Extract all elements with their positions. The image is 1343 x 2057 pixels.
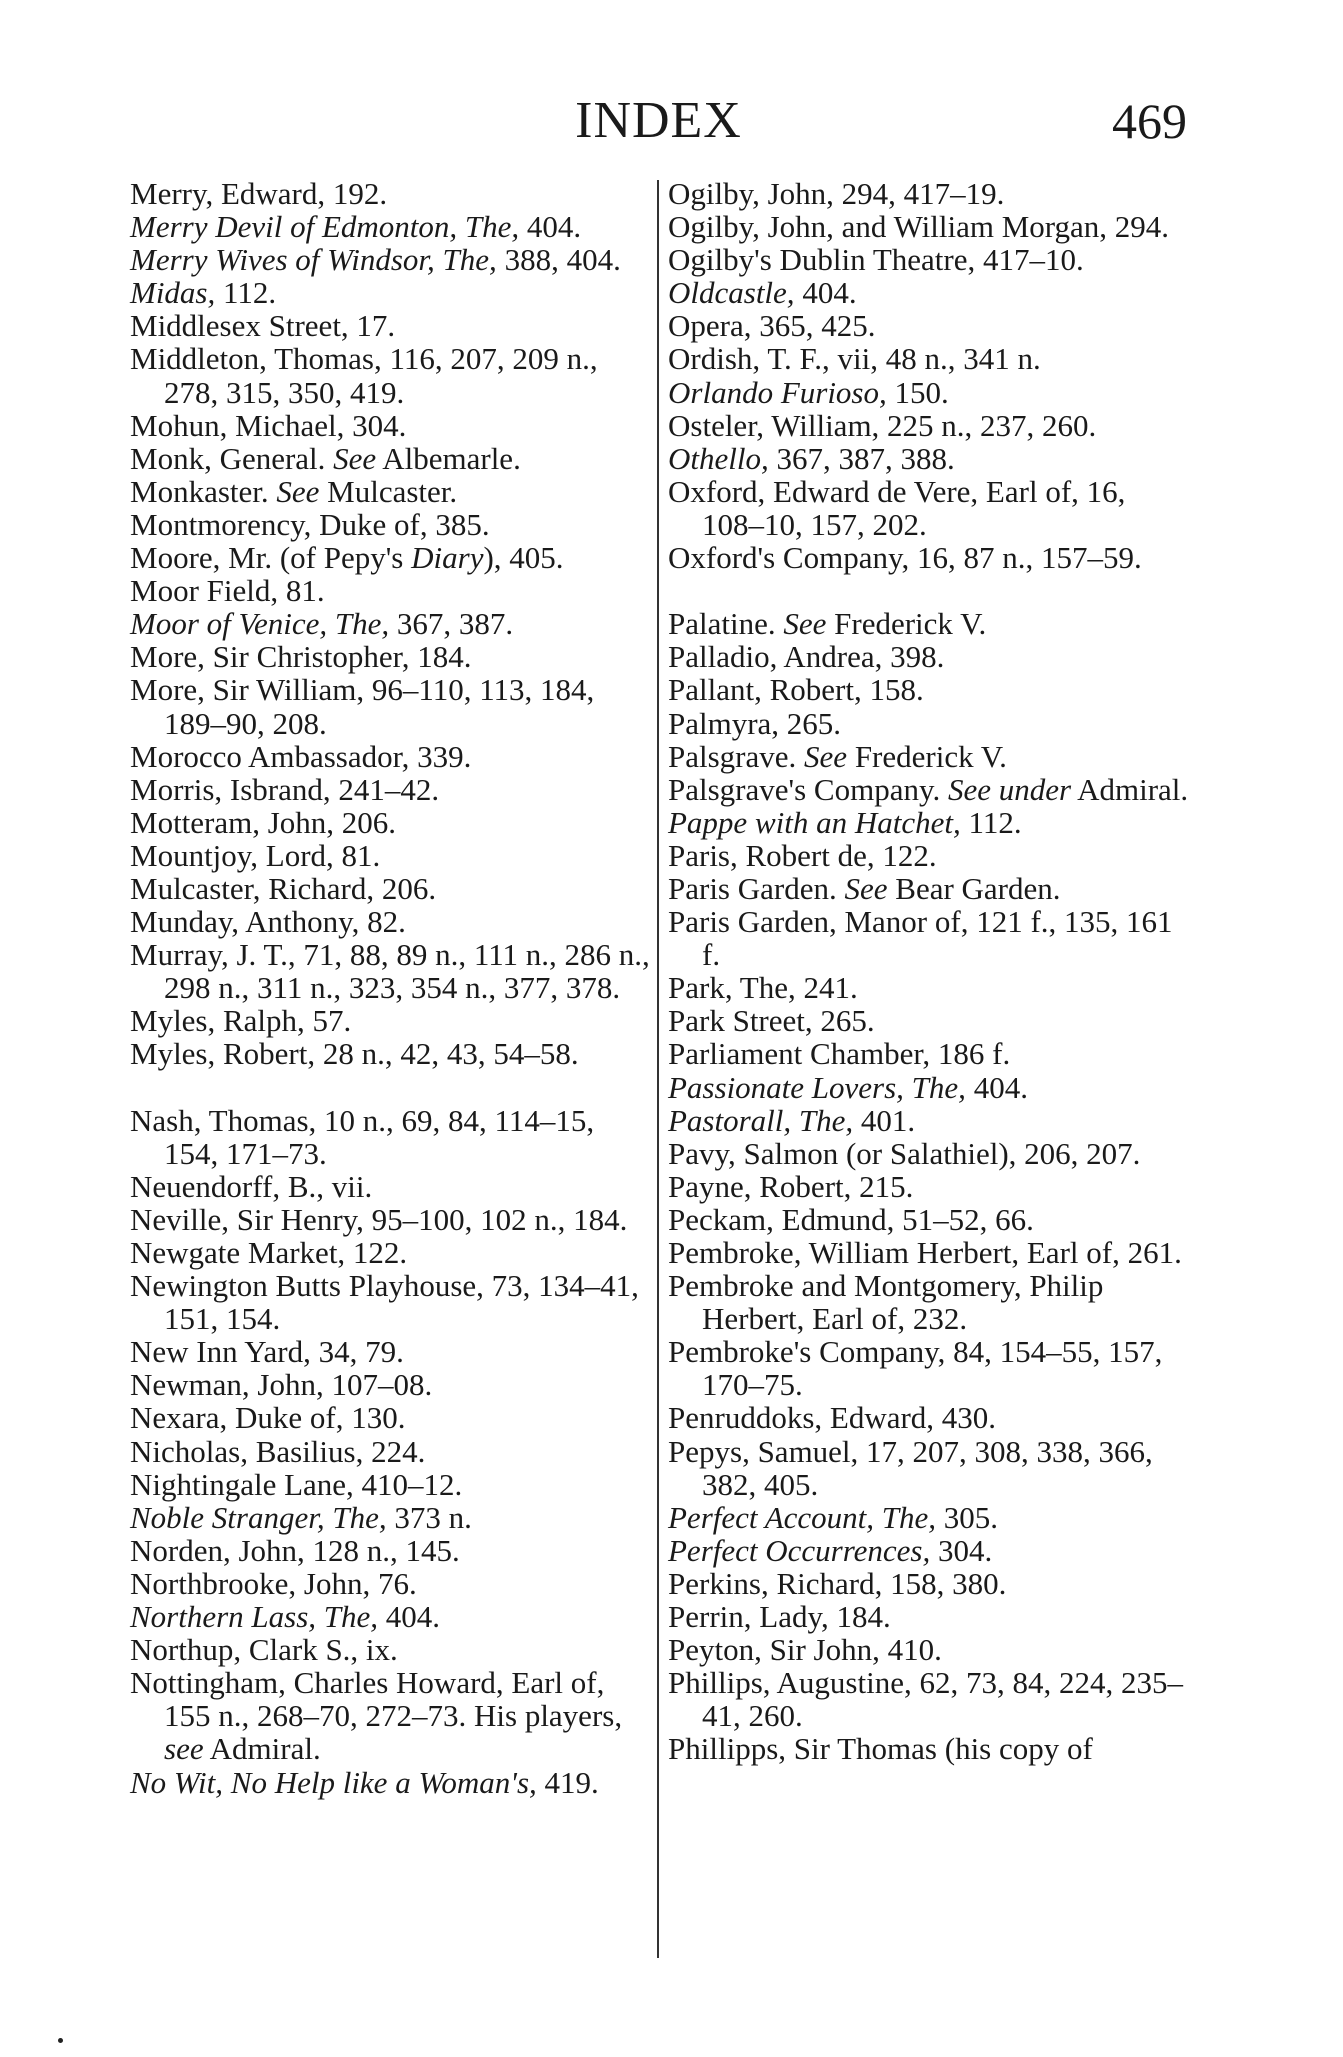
index-entry xyxy=(668,1666,1193,1732)
entry-text: Palsgrave. xyxy=(668,738,805,774)
entry-text: Nottingham, Charles Howard, Earl of, 155 n., 268–70, 272–73. His players, xyxy=(130,1665,623,1734)
entry-text: Northbrooke, John, 76. xyxy=(130,1565,417,1601)
entry-text: Newgate Market, 122. xyxy=(130,1235,408,1270)
entry-italic-text: See xyxy=(276,473,320,509)
entry-text: Neville, Sir Henry, 95–100, 102 n., 184. xyxy=(130,1201,628,1237)
index-entry xyxy=(668,640,1193,673)
index-entry xyxy=(130,1269,650,1335)
entry-text: Paris Garden, Manor of, 121 f., 135, 161 f. xyxy=(668,904,1173,973)
index-entry xyxy=(668,773,1193,806)
index-entry xyxy=(668,177,1193,210)
entry-text: Middleton, Thomas, 116, 207, 209 n., 278, 315, 350, 419. xyxy=(130,341,598,410)
entry-text: Newington Butts Playhouse, 73, 134–41, 151, 154. xyxy=(130,1268,639,1337)
entry-text: More, Sir William, 96–110, 113, 184, 189–90, 208. xyxy=(130,672,595,741)
index-entry xyxy=(668,1600,1193,1633)
index-entry xyxy=(668,541,1193,574)
entry-text: Mulcaster, Richard, 206. xyxy=(130,870,437,906)
index-entry xyxy=(668,309,1193,342)
index-entry xyxy=(130,1368,650,1401)
entry-italic-text: See xyxy=(783,606,827,642)
entry-text: Payne, Robert, 215. xyxy=(668,1168,914,1204)
entry-text: More, Sir Christopher, 184. xyxy=(130,639,472,675)
entry-italic-text: Oldcastle, xyxy=(668,275,795,311)
index-entry xyxy=(130,1203,650,1236)
entry-text: 404. xyxy=(794,275,857,311)
entry-text: Frederick V. xyxy=(847,738,1007,774)
index-entry xyxy=(668,707,1193,740)
index-entry xyxy=(130,1567,650,1600)
index-entry xyxy=(130,1170,650,1203)
index-entry xyxy=(668,1104,1193,1137)
entry-italic-text: See xyxy=(333,440,377,476)
entry-text: Osteler, William, 225 n., 237, 260. xyxy=(668,407,1097,443)
page-title: INDEX xyxy=(575,92,742,149)
index-column-left xyxy=(130,177,650,1799)
index-entry xyxy=(668,1501,1193,1534)
index-entry xyxy=(668,1534,1193,1567)
entry-text: Phillipps, Sir Thomas (his copy of xyxy=(668,1731,1093,1767)
index-entry xyxy=(668,1236,1193,1269)
entry-text: Pembroke and Montgomery, Philip Herbert, Earl of, 232. xyxy=(668,1268,1104,1337)
entry-text: Peyton, Sir John, 410. xyxy=(668,1632,942,1668)
entry-text: Palladio, Andrea, 398. xyxy=(668,639,945,675)
entry-text: Myles, Robert, 28 n., 42, 43, 54–58. xyxy=(130,1036,579,1072)
index-entry xyxy=(668,1071,1193,1104)
entry-text: Newman, John, 107–08. xyxy=(130,1367,433,1403)
entry-text: Palsgrave's Company. xyxy=(668,771,948,807)
index-entry xyxy=(130,442,650,475)
entry-italic-text: Merry Devil of Edmonton, The, xyxy=(130,209,520,245)
index-entry xyxy=(668,1269,1193,1335)
page-header xyxy=(130,86,1187,156)
entry-text: Munday, Anthony, 82. xyxy=(130,904,406,940)
entry-italic-text: see xyxy=(164,1731,204,1767)
letter-section-gap xyxy=(130,1071,650,1104)
entry-italic-text: Northern Lass, The, xyxy=(130,1599,379,1635)
index-entry xyxy=(130,740,650,773)
index-entry xyxy=(668,1401,1193,1434)
entry-text: 401. xyxy=(853,1102,916,1138)
index-entry xyxy=(668,1137,1193,1170)
entry-italic-text: See under xyxy=(947,771,1072,807)
index-entry xyxy=(130,1666,650,1765)
entry-text: Moor Field, 81. xyxy=(130,573,325,609)
index-entry xyxy=(130,1104,650,1170)
entry-italic-text: Pappe with an Hatchet, xyxy=(668,804,961,840)
entry-text: Pallant, Robert, 158. xyxy=(668,672,924,708)
entry-text: 367, 387, 388. xyxy=(768,440,955,476)
entry-text: Penruddoks, Edward, 430. xyxy=(668,1400,997,1436)
entry-text: ), 405. xyxy=(483,540,564,576)
entry-text: Ogilby's Dublin Theatre, 417–10. xyxy=(668,242,1084,278)
entry-text: Paris Garden. xyxy=(668,870,845,906)
entry-italic-text: Passionate Lovers, The, xyxy=(668,1069,966,1105)
entry-text: Pavy, Salmon (or Salathiel), 206, 207. xyxy=(668,1135,1141,1171)
entry-italic-text: Othello, xyxy=(668,440,769,476)
index-entry xyxy=(130,839,650,872)
index-entry xyxy=(668,740,1193,773)
entry-text: 305. xyxy=(936,1499,999,1535)
index-entry xyxy=(130,1004,650,1037)
index-entry xyxy=(668,905,1193,971)
entry-text: Ogilby, John, and William Morgan, 294. xyxy=(668,209,1170,245)
entry-text: Pembroke's Company, 84, 154–55, 157, 170–75. xyxy=(668,1334,1163,1403)
entry-text: Nightingale Lane, 410–12. xyxy=(130,1466,463,1502)
entry-text: 404. xyxy=(378,1599,441,1635)
index-entry xyxy=(668,1037,1193,1070)
index-entry xyxy=(130,905,650,938)
entry-text: Admiral. xyxy=(203,1731,321,1767)
entry-italic-text: No Wit, No Help like a Woman's, xyxy=(130,1764,537,1800)
page-number: 469 xyxy=(1112,93,1187,149)
index-entry xyxy=(668,1732,1193,1765)
entry-text: Northup, Clark S., ix. xyxy=(130,1632,398,1668)
entry-text: Ogilby, John, 294, 417–19. xyxy=(668,176,1005,211)
entry-text: 404. xyxy=(965,1069,1028,1105)
entry-text: Bear Garden. xyxy=(887,870,1061,906)
entry-text: Perrin, Lady, 184. xyxy=(668,1599,891,1635)
entry-text: 304. xyxy=(930,1532,993,1568)
entry-text: Ordish, T. F., vii, 48 n., 341 n. xyxy=(668,341,1041,377)
entry-text: Myles, Ralph, 57. xyxy=(130,1003,352,1039)
entry-italic-text: See xyxy=(804,738,848,774)
index-entry xyxy=(130,872,650,905)
entry-text: Mulcaster. xyxy=(319,473,458,509)
index-entry xyxy=(668,276,1193,309)
entry-text: Nicholas, Basilius, 224. xyxy=(130,1433,426,1469)
index-entry xyxy=(668,1170,1193,1203)
entry-text: 404. xyxy=(519,209,582,245)
index-entry xyxy=(130,342,650,408)
entry-text: Palmyra, 265. xyxy=(668,705,842,741)
entry-text: Frederick V. xyxy=(826,606,987,642)
index-entry xyxy=(668,872,1193,905)
entry-text: Admiral. xyxy=(1071,771,1189,807)
index-entry xyxy=(130,309,650,342)
entry-text: Peckam, Edmund, 51–52, 66. xyxy=(668,1201,1034,1237)
index-entry xyxy=(130,1401,650,1434)
entry-italic-text: Perfect Account, The, xyxy=(668,1499,937,1535)
entry-text: Palatine. xyxy=(668,606,784,642)
index-entry xyxy=(130,773,650,806)
entry-italic-text: Pastorall, The, xyxy=(668,1102,854,1138)
entry-text: Parliament Chamber, 186 f. xyxy=(668,1036,1011,1072)
entry-text: 373 n. xyxy=(386,1499,472,1535)
entry-text: Montmorency, Duke of, 385. xyxy=(130,506,490,542)
entry-text: 388, 404. xyxy=(496,242,621,278)
index-entry xyxy=(130,475,650,508)
entry-text: Mountjoy, Lord, 81. xyxy=(130,837,381,873)
index-entry xyxy=(130,938,650,1004)
index-entry xyxy=(668,1004,1193,1037)
entry-text: 112. xyxy=(215,275,277,311)
index-entry xyxy=(130,210,650,243)
index-entry xyxy=(130,276,650,309)
entry-text: Perkins, Richard, 158, 380. xyxy=(668,1565,1007,1601)
index-entry xyxy=(130,1435,650,1468)
entry-text: Albemarle. xyxy=(376,440,521,476)
index-entry xyxy=(130,1766,650,1799)
entry-text: Morris, Isbrand, 241–42. xyxy=(130,771,440,807)
entry-italic-text: Orlando Furioso, xyxy=(668,374,887,410)
index-entry xyxy=(130,243,650,276)
entry-italic-text: See xyxy=(844,870,888,906)
entry-text: Pepys, Samuel, 17, 207, 308, 338, 366, 382, 405. xyxy=(668,1433,1153,1502)
page-speck xyxy=(58,2038,63,2043)
index-entry xyxy=(130,1501,650,1534)
entry-italic-text: Moor of Venice, The, xyxy=(130,606,390,642)
index-entry xyxy=(668,839,1193,872)
index-entry xyxy=(668,1567,1193,1600)
index-entry xyxy=(668,971,1193,1004)
index-entry xyxy=(668,210,1193,243)
index-entry xyxy=(130,1468,650,1501)
entry-text: Pembroke, William Herbert, Earl of, 261. xyxy=(668,1235,1182,1270)
index-entry xyxy=(668,1633,1193,1666)
entry-text: 112. xyxy=(960,804,1022,840)
index-entry xyxy=(130,508,650,541)
index-entry xyxy=(130,1335,650,1368)
entry-text: Phillips, Augustine, 62, 73, 84, 224, 235–41, 260. xyxy=(668,1665,1183,1734)
index-entry xyxy=(130,640,650,673)
index-entry xyxy=(130,1600,650,1633)
index-entry xyxy=(130,541,650,574)
entry-text: New Inn Yard, 34, 79. xyxy=(130,1334,404,1370)
entry-italic-text: Noble Stranger, The, xyxy=(130,1499,387,1535)
entry-text: Mohun, Michael, 304. xyxy=(130,407,407,443)
entry-text: Neuendorff, B., vii. xyxy=(130,1168,373,1204)
entry-text: Murray, J. T., 71, 88, 89 n., 111 n., 286 n., 298 n., 311 n., 323, 354 n., 377, 378. xyxy=(130,937,650,1006)
entry-text: Norden, John, 128 n., 145. xyxy=(130,1532,460,1568)
entry-italic-text: Merry Wives of Windsor, The, xyxy=(130,242,497,278)
index-entry xyxy=(668,376,1193,409)
entry-text: Paris, Robert de, 122. xyxy=(668,837,937,873)
entry-text: Nash, Thomas, 10 n., 69, 84, 114–15, 154, 171–73. xyxy=(130,1102,595,1171)
index-entry xyxy=(668,1203,1193,1236)
index-entry xyxy=(130,1633,650,1666)
index-entry xyxy=(668,1435,1193,1501)
index-entry xyxy=(130,1037,650,1070)
entry-text: 419. xyxy=(536,1764,599,1800)
entry-text: Moore, Mr. (of Pepy's xyxy=(130,540,412,576)
letter-section-gap xyxy=(668,574,1193,607)
index-entry xyxy=(668,342,1193,375)
entry-text: Monkaster. xyxy=(130,473,277,509)
index-entry xyxy=(668,243,1193,276)
entry-italic-text: Diary xyxy=(411,540,484,576)
index-entry xyxy=(130,806,650,839)
index-entry xyxy=(668,806,1193,839)
entry-text: 367, 387. xyxy=(389,606,514,642)
index-entry xyxy=(668,607,1193,640)
entry-text: Morocco Ambassador, 339. xyxy=(130,738,472,774)
entry-text: 150. xyxy=(886,374,949,410)
entry-italic-text: Midas, xyxy=(130,275,216,311)
entry-text: Middlesex Street, 17. xyxy=(130,308,396,344)
index-entry xyxy=(668,1335,1193,1401)
index-entry xyxy=(130,1236,650,1269)
index-entry xyxy=(130,673,650,739)
index-entry xyxy=(668,409,1193,442)
entry-text: Merry, Edward, 192. xyxy=(130,176,388,211)
entry-text: Nexara, Duke of, 130. xyxy=(130,1400,406,1436)
index-entry xyxy=(668,475,1193,541)
entry-text: Park Street, 265. xyxy=(668,1003,875,1039)
entry-italic-text: Perfect Occurrences, xyxy=(668,1532,931,1568)
entry-text: Monk, General. xyxy=(130,440,334,476)
index-entry xyxy=(130,177,650,210)
index-entry xyxy=(130,409,650,442)
index-entry xyxy=(130,1534,650,1567)
entry-text: Oxford, Edward de Vere, Earl of, 16, 108–10, 157, 202. xyxy=(668,473,1126,542)
entry-text: Park, The, 241. xyxy=(668,970,858,1006)
index-entry xyxy=(130,574,650,607)
entry-text: Opera, 365, 425. xyxy=(668,308,876,344)
index-entry xyxy=(668,442,1193,475)
entry-text: Oxford's Company, 16, 87 n., 157–59. xyxy=(668,540,1142,576)
column-divider xyxy=(657,180,659,1958)
entry-text: Motteram, John, 206. xyxy=(130,804,397,840)
index-entry xyxy=(130,607,650,640)
index-column-right xyxy=(668,177,1193,1766)
index-entry xyxy=(668,673,1193,706)
